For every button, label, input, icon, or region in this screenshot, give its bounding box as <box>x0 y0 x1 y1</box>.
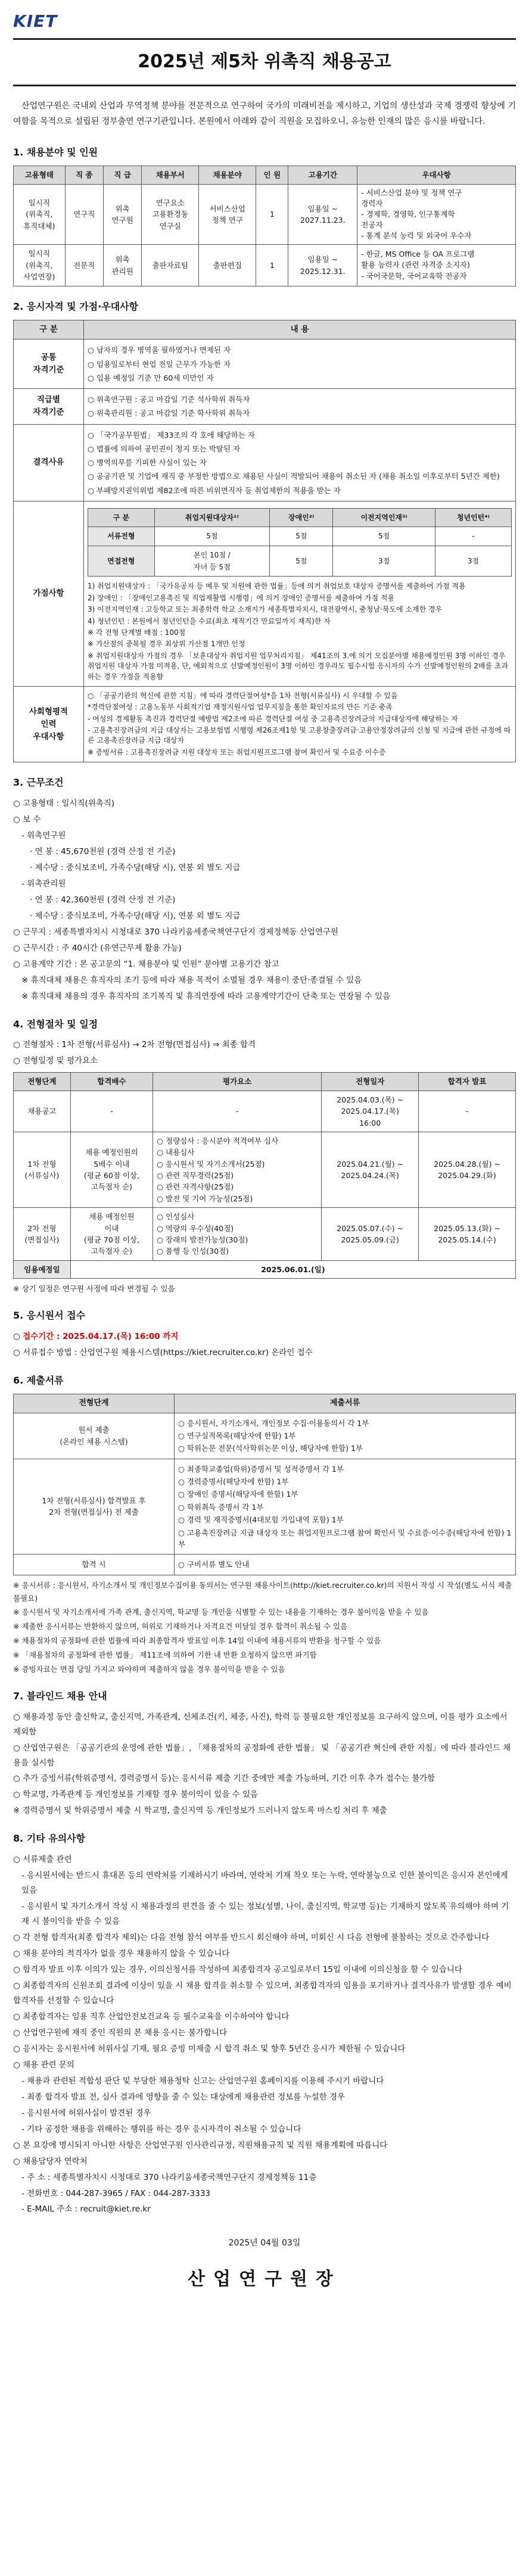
list-item: - 여성의 경제활동 촉진과 경력단절 예방법 제2조에 따른 경력단절 여성 중 고용촉진장려금의 지급대상자에 해당하는 자 <box>88 714 458 723</box>
list-item: ○ 남자의 경우 병역을 필하였거나 면제된 자 <box>88 345 231 355</box>
note-item: - 전화번호 : 044-287-3965 / FAX : 044-287-3333 <box>21 2188 210 2198</box>
bonus-header: 구 분 <box>88 508 155 527</box>
section-3-heading: 3. 근무조건 <box>13 777 64 789</box>
condition-item: - 위촉관리원 <box>21 879 66 889</box>
note-item: ○ 산업연구원에 재직 중인 직원의 본 채용 응시는 불가합니다 <box>13 2027 228 2038</box>
condition-item: ○ 고용형태 : 일시직(위촉직) <box>13 799 115 809</box>
table-header: 우대사항 <box>357 166 516 184</box>
cell-docs <box>175 1459 516 1555</box>
schedule-header: 전형단계 <box>14 1073 71 1091</box>
schedule-table <box>13 1072 516 1279</box>
blind-item: ○ 추가 증빙서류(학위증명서, 경력증명서 등)는 응시서류 제출 기간 중에만 제출 가능하며, 기간 이후 추가 접수는 불가함 <box>13 1774 435 1784</box>
list-item: ○ 「국가공무원법」 제33조의 각 호에 해당하는 자 <box>88 430 255 440</box>
note-item: - 응시원서 및 자기소개서 작성 시 채용과정의 편견을 줄 수 있는 정보(성별, 나이, 출신지역, 학교명 등)는 기재하지 않도록 유의해야 하며 기재 시 불이익을 받을 수 있음 <box>21 1902 509 1927</box>
bonus-cell: 5점 <box>270 546 333 577</box>
cell-period: 임용일 ~ 2025.12.31. <box>288 245 357 286</box>
schedule-header: 전형일자 <box>322 1073 419 1091</box>
list-item: ○ 부패방지권익위법 제82조에 따른 비위면직자 등 취업제한의 적용을 받는 자 <box>88 485 341 495</box>
bonus-row <box>88 546 512 577</box>
appoint-label: 임용예정일 <box>14 1260 71 1278</box>
cell-field: 서비스산업 정책 연구 <box>199 184 256 245</box>
cell-grade: 위촉 관리원 <box>103 245 141 286</box>
cell-docs <box>175 1413 516 1459</box>
cell-pref: - 한글, MS Office 등 OA 프로그램 활용 능력자 (관련 자격증 소지자) - 국어국문학, 국어교육학 전공자 <box>357 245 516 286</box>
docs-header: 전형단계 <box>14 1394 175 1413</box>
bonus-cell: 5점 <box>333 527 435 546</box>
section-4-heading: 4. 전형절차 및 일정 <box>13 1018 98 1030</box>
note-item: 3) 이전지역인재 : 고등학교 또는 최종학력 학교 소재지가 세종특별자치시, 대전광역시, 충청남·북도에 소재한 경우 <box>88 605 443 614</box>
job-label: 직급별 자격기준 <box>14 389 84 425</box>
doc-item: ○ 구비서류 별도 안내 <box>178 1560 250 1569</box>
application-method: ○ 서류접수 방법 : 산업연구원 채용시스템(https://kiet.recruiter.co.kr) 온라인 접수 <box>13 1347 313 1357</box>
note-item: - E-MAIL 주소 : recruit@kiet.re.kr <box>21 2204 151 2214</box>
bonus-label: 가점사항 <box>14 501 84 686</box>
condition-item: ○ 근무지 : 세종특별자치시 시청대로 370 나라키움세종국책연구단지 경제정책동 산업연구원 <box>13 927 338 937</box>
work-conditions <box>13 796 516 1004</box>
list-item: ○ 위촉연구원 : 공고 마감일 기준 석사학위 취득자 <box>88 395 250 404</box>
bonus-header: 이전지역인재³⁾ <box>333 508 435 527</box>
doc-item: ○ 응시원서, 자기소개서, 개인정보 수집·이용동의서 각 1부 <box>178 1418 369 1428</box>
doc-item: ○ 장애인 증명서(해당자에 한함) 1부 <box>178 1490 298 1499</box>
qualification-table <box>13 320 516 762</box>
bonus-cell: 3점 <box>435 546 511 577</box>
condition-item: · 제수당 : 중식보조비, 가족수당(해당 시), 연봉 외 별도 지급 <box>30 911 241 921</box>
section-6-heading: 6. 제출서류 <box>13 1374 64 1386</box>
blind-recruitment <box>13 1710 516 1819</box>
signature: 산업연구원장 <box>188 2269 341 2290</box>
cell-stage: 1차 전형(서류심사) 합격발표 후 2차 전형(면접심사) 전 제출 <box>14 1459 175 1555</box>
note-item: ○ 채용 분야의 적격자가 없을 경우 채용하지 않을 수 있습니다 <box>13 1948 230 1958</box>
list-item: ※ 증빙서류 : 고용촉진장려금 지원 대상자 또는 취업지원프로그램 참여 확인서 및 수료증 이수증 <box>88 747 386 756</box>
schedule-row <box>14 1208 516 1261</box>
docs-list <box>178 1463 512 1550</box>
list-item: ○ 병역의무를 기피한 사실이 있는 자 <box>88 458 207 468</box>
cell-type: 일시직 (위촉직, 휴직대체) <box>14 184 66 245</box>
docs-row <box>14 1555 516 1575</box>
cell-num: 1 <box>256 245 288 286</box>
section-1-heading: 1. 채용분야 및 인원 <box>13 146 98 158</box>
bonus-table <box>88 508 512 577</box>
note-item: ※ 제출한 응시서류는 반환하지 않으며, 허위로 기재하거나 자격요건 미달일 경우 합격이 취소될 수 있음 <box>13 1622 348 1631</box>
documents-table <box>13 1394 516 1575</box>
list-item: - 고용촉진장려금의 지급 대상자는 고용보험법 시행령 제26조제1항 및 고용창출장려금·고용안정장려금의 신청 및 지급에 관한 규정에 따른 고용촉진장려금 지급 대상자 <box>88 726 511 745</box>
other-notes <box>13 1852 516 2217</box>
pref-label: 사회형평적 인력 우대사항 <box>14 686 84 762</box>
note-item: ○ 합격자 발표 이후 이의가 있는 경우, 이의신청서를 작성하여 최종합격자 공고일로부터 15일 이내에 이의신청을 할 수 있습니다 <box>13 1964 462 1974</box>
bonus-row <box>88 527 512 546</box>
note-item: ※ 취업지원대상자 가점의 경우 「보훈대상자 취업지원 업무처리지침」 제41조의 3.에 의거 모집분야별 채용예정인원 3명 이하인 경우 취업지원 대상자 가점 미적용, 단, 예외적으로 선발예정인원이 3명 이하인 경우라도 필수시험 응시자의 수가 선발예정인원의 2배를 초과하는 경우 가점을 적용함 <box>88 651 509 681</box>
section-7-heading: 7. 블라인드 채용 안내 <box>13 1690 107 1702</box>
cell-stage: 채용공고 <box>14 1091 71 1132</box>
procedure-line: ○ 전형절차 : 1차 전형(서류심사) → 2차 전형(면접심사) ⇒ 최종 합격 <box>13 1040 256 1050</box>
doc-item: ○ 고용촉진장려금 지급 대상자 또는 취업지원프로그램 참여 확인서 및 수료증·이수증(해당자에 한함) 1부 <box>178 1528 512 1549</box>
bonus-cell: 5점 <box>270 527 333 546</box>
blind-item: ○ 학교명, 가족관계 등 개인정보를 기재할 경우 불이익이 있을 수 있음 <box>13 1790 259 1800</box>
cell-type: 일시직 (위촉직, 사업연장) <box>14 245 66 286</box>
note-item: ※ 각 전형 단계별 배점 : 100점 <box>88 628 186 637</box>
schedule-header: 평가요소 <box>153 1073 322 1091</box>
condition-item: ※ 휴직대체 채용의 경우 휴직자의 조기복직 및 휴직연장에 따라 고용계약기간이 단축 또는 연장될 수 있음 <box>21 991 391 1001</box>
note-item: - 응시원서에는 반드시 휴대폰 등의 연락처를 기재하시기 바라며, 연락처 기재 착오 또는 누락, 연락불능으로 인한 불이익은 응시자 본인에게 있음 <box>21 1871 508 1896</box>
condition-item: ○ 보 수 <box>13 815 41 825</box>
cell-num: 1 <box>256 184 288 245</box>
list-item: ○ 법률에 의하여 공민권이 정지 또는 박탈된 자 <box>88 444 241 453</box>
note-item: - 주 소 : 세종특별자치시 시청대로 370 나라키움세종국책연구단지 경제정책동 11층 <box>21 2172 317 2182</box>
job-criteria <box>84 389 516 425</box>
section-5-heading: 5. 응시원서 접수 <box>13 1309 86 1321</box>
social-preference <box>84 686 516 762</box>
procedure-lines <box>13 1038 516 1069</box>
appoint-date: 2025.06.01.(일) <box>70 1260 515 1278</box>
note-item: ※ 가산점의 중복될 경우 최상위 가산점 1개만 인정 <box>88 640 245 649</box>
table-header: 고용기간 <box>288 166 357 184</box>
bonus-cell: 본인 10점 / 자녀 등 5점 <box>154 546 269 577</box>
table-header: 채용분야 <box>199 166 256 184</box>
list-item: ○ 임용일로부터 현업 전일 근무가 가능한 자 <box>88 359 231 369</box>
bonus-cell: - <box>435 527 511 546</box>
note-item: - 응시원서에 허위사실이 발견된 경우 <box>21 2108 151 2118</box>
doc-item: ○ 학위논문 전문(석사학위논문 이상, 해당자에 한함) 1부 <box>178 1444 363 1453</box>
bonus-label: 면접전형 <box>88 546 155 577</box>
page-title: 2025년 제5차 위촉직 채용공고 <box>13 38 516 86</box>
schedule-header: 합격자 발표 <box>419 1073 516 1091</box>
cell-announce: 2025.04.28.(월) ~ 2025.04.29.(화) <box>419 1132 516 1207</box>
note-item: ※ 증빙자료는 면접 당일 가지고 와야하며 제출하지 않을 경우 불이익을 받을 수 있음 <box>13 1664 285 1674</box>
table-header: 채용부서 <box>142 166 199 184</box>
cell-stage: 1차 전형 (서류심사) <box>14 1132 71 1207</box>
intro-paragraph: 산업연구원은 국내외 산업과 무역정책 분야를 전문적으로 연구하여 국가의 미래비전을 제시하고, 기업의 생산성과 국제 경쟁력 향상에 기여함을 목적으로 설립된 정부출연 연구기관입니다. 본원에서 아래와 같이 직원을 모집하오니, 유능한 인재의 많은 응시를 바랍니다. <box>13 101 516 127</box>
condition-item: - 위촉연구원 <box>21 830 66 840</box>
documents-notes <box>13 1579 516 1676</box>
table-header: 인 원 <box>256 166 288 184</box>
kiet-logo: KIET <box>13 11 58 32</box>
note-item: ○ 서류제출 관련 <box>13 1855 72 1865</box>
doc-item: ○ 연구실적목록(해당자에 한함) 1부 <box>178 1431 296 1440</box>
common-criteria <box>84 339 516 389</box>
docs-row <box>14 1413 516 1459</box>
condition-item: ○ 근무시간 : 주 40시간 (유연근무제 활용 가능) <box>13 943 182 953</box>
table-row <box>14 184 516 245</box>
section-2-heading: 2. 응시자격 및 가점·우대사항 <box>13 300 139 312</box>
note-item: 1) 취업지원대상자 : 「국가유공자 등 예우 및 지원에 관한 법률」등에 의거 취업보호 대상자 증명서를 제출하여 가점 적용 <box>88 582 466 591</box>
bonus-header: 취업지원대상자¹⁾ <box>154 508 269 527</box>
note-item: ○ 본 요강에 명시되지 아니한 사항은 산업연구원 인사관리규정, 직원채용규칙 및 직원 채용계획에 따릅니다 <box>13 2140 388 2150</box>
list-item: ○ 공공기관 및 기업에 재직 중 부정한 방법으로 채용된 사실이 적발되어 채용이 취소된 자 (채용 취소일 이후로부터 5년간 제한) <box>88 472 500 481</box>
col-content: 내 용 <box>84 320 516 339</box>
disqualifications <box>84 424 516 501</box>
cell-stage: 합격 시 <box>14 1555 175 1575</box>
cell-dept: 출판자료팀 <box>142 245 199 286</box>
condition-item: ※ 휴직대체 채용은 휴직자의 조기 등에 따라 채용 목적이 소멸될 경우 채용이 중단·종결될 수 있음 <box>21 975 362 985</box>
bonus-label: 서류전형 <box>88 527 155 546</box>
cell-mult: 채용 예정인원 이내 (평균 70점 이상, 고득점자 순) <box>70 1208 153 1261</box>
note-item: ○ 채용 관련 문의 <box>13 2060 74 2070</box>
docs-list <box>178 1559 512 1570</box>
schedule-note: ※ 상기 일정은 연구원 사정에 따라 변경될 수 있음 <box>13 1284 175 1293</box>
cell-stage: 원서 제출 (온라인 채용 시스템) <box>14 1413 175 1459</box>
cell-field: 출판편집 <box>199 245 256 286</box>
list-item: ○ 위촉관리원 : 공고 마감일 기준 학사학위 취득자 <box>88 409 250 418</box>
schedule-row <box>14 1091 516 1132</box>
cell-docs <box>175 1555 516 1575</box>
note-item: - 기타 공정한 채용을 위해하는 행위를 하는 경우 응시자격이 취소될 수 있습니다 <box>21 2124 301 2134</box>
disq-label: 결격사유 <box>14 424 84 501</box>
section-8-heading: 8. 기타 유의사항 <box>13 1833 86 1845</box>
cell-eval: ○ 인성심사 ○ 역량의 우수성(40점) ○ 장래의 발전가능성(30점) ○ 품행 등 인성(30점) <box>153 1208 322 1261</box>
application-period: ○ 접수기간 : 2025.04.17.(목) 16:00 까지 <box>13 1331 179 1341</box>
doc-item: ○ 학위취득 증명서 각 1부 <box>178 1502 264 1512</box>
cell-job: 연구직 <box>65 184 103 245</box>
condition-item: · 연 봉 : 42,360천원 (경력 산정 전 기준) <box>30 895 176 905</box>
blind-item: ※ 경력증명서 및 학위증명서 제출 시 학교명, 출신지역 등 개인정보가 드러나지 않도록 마스킹 처리 후 제출 <box>13 1806 387 1816</box>
bonus-cell: 5점 <box>154 527 269 546</box>
note-item: ※ 채용절차의 공정화에 관한 법률에 따라 최종합격자 발표일 이후 14일 이내에 채용서류의 반환을 청구할 수 있음 <box>13 1636 381 1646</box>
note-item: - 채용과 관련된 적합성 판단 및 부당한 채용청탁 신고는 산업연구원 홈페이지를 이용해 주시기 바랍니다 <box>21 2076 384 2086</box>
schedule-row <box>14 1132 516 1207</box>
application-info <box>13 1329 516 1360</box>
cell-job: 전문직 <box>65 245 103 286</box>
table-header: 직 급 <box>103 166 141 184</box>
recruitment-table <box>13 166 516 286</box>
cell-eval: - <box>153 1091 322 1132</box>
list-item: *경력단절여성 : 고용노동부 사회적기업 재정지원사업 업무지침을 통한 확인자료의 만든 기준 충족 <box>88 703 393 712</box>
condition-item: ○ 고용계약 기간 : 본 공고문의 “1. 채용분야 및 인원” 분야별 고용기간 참고 <box>13 959 279 969</box>
notice-date: 2025년 04월 03일 <box>228 2238 301 2248</box>
list-item: ○ 임용 예정일 기준 만 60세 미만인 자 <box>88 373 214 382</box>
note-item: ※ 응시서류 : 응시원서, 자기소개서 및 개인정보수집이용 동의서는 연구원 채용사이트(http://kiet.recruiter.co.kr)의 지원서 작성 시 작성(별도 서식 제출 불필요) <box>13 1580 512 1603</box>
procedure-line: ○ 전형일정 및 평가요소 <box>13 1056 98 1066</box>
note-item: ○ 응시자는 응시원서에 허위사실 기재, 필요 증빙 미제출 시 합격 취소 및 향후 5년간 응시가 제한될 수 있습니다 <box>13 2044 406 2054</box>
schedule-header: 합격배수 <box>70 1073 153 1091</box>
note-item: ○ 각 전형 합격자(최종 합격자 제외)는 다음 전형 참석 여부를 반드시 회신해야 하며, 미회신 시 다음 전형에 불참하는 것으로 간주합니다 <box>13 1933 490 1943</box>
bonus-header: 장애인²⁾ <box>270 508 333 527</box>
doc-item: ○ 최종학교졸업(학위)증명서 및 성적증명서 각 1부 <box>178 1464 344 1474</box>
bonus-points <box>84 501 516 686</box>
note-item: - 최종 합격자 발표 전, 심사 결과에 영향을 줄 수 있는 대상에게 채용관련 정보를 누설한 경우 <box>21 2092 346 2102</box>
table-header: 직 종 <box>65 166 103 184</box>
note-item: ※ 「채용절차의 공정화에 관한 법률」 제11조에 의하여 기한 내 반환 요청하지 않으면 파기함 <box>13 1650 317 1660</box>
note-item: 2) 장애인 : 「장애인고용촉진 및 직업재활법 시행령」에 의거 장애인 증명서를 제출하여 가점 적용 <box>88 593 395 602</box>
bonus-header: 청년인턴⁴⁾ <box>435 508 511 527</box>
common-label: 공통 자격기준 <box>14 339 84 389</box>
cell-grade: 위촉 연구원 <box>103 184 141 245</box>
note-item: ○ 채용담당자 연락처 <box>13 2156 88 2166</box>
cell-period: 임용일 ~ 2027.11.23. <box>288 184 357 245</box>
docs-header: 제출서류 <box>175 1394 516 1413</box>
doc-item: ○ 경력증명서(해당자에 한함) 1부 <box>178 1477 289 1487</box>
logo-row <box>13 7 516 36</box>
blind-item: ○ 채용과정 동안 출신학교, 출신지역, 가족관계, 신체조건(키, 체중, 사진), 학력 등 불필요한 개인정보를 요구하지 않으며, 이를 평가 요소에서 제외함 <box>13 1712 508 1737</box>
note-item: ○ 최종합격자의 신원조회 결과에 이상이 있을 시 채용 합격을 취소할 수 있으며, 최종합격자의 임용을 포기하거나 결격사유가 발생할 경우 예비합격자를 선정할 수 있습니다 <box>13 1980 512 2005</box>
table-header: 고용형태 <box>14 166 66 184</box>
note-item: 4) 청년인턴 : 본원에서 청년인턴을 수료(최초 재직기간 만료일까지 재직)한 자 <box>88 616 331 625</box>
col-type: 구 분 <box>14 320 84 339</box>
cell-pref: - 서비스산업 분야 및 정책 연구 경력자 - 경제학, 경영학, 인구통계학 전공자 - 통계 분석 능력 및 외국어 우수자 <box>357 184 516 245</box>
cell-announce: - <box>419 1091 516 1132</box>
note-item: ○ 최종합격자는 임용 직후 산업안전보건교육 등 필수교육을 이수하여야 합니다 <box>13 2011 290 2021</box>
doc-item: ○ 경력 및 재직증명서(4대보험 가입내역 포함) 1부 <box>178 1515 344 1525</box>
condition-item: · 연 봉 : 45,670천원 (경력 산정 전 기준) <box>30 846 176 856</box>
table-row <box>14 245 516 286</box>
list-item: ○ 「공공기관의 혁신에 관한 지침」에 따라 경력단절여성*을 1차 전형(서류심사) 시 우대할 수 있음 <box>88 691 398 700</box>
condition-item: · 제수당 : 중식보조비, 가족수당(해당 시), 연봉 외 별도 지급 <box>30 862 241 873</box>
cell-mult: - <box>70 1091 153 1132</box>
cell-date: 2025.05.07.(수) ~ 2025.05.09.(금) <box>322 1208 419 1261</box>
bonus-cell: 3점 <box>333 546 435 577</box>
docs-row <box>14 1459 516 1555</box>
cell-announce: 2025.05.13.(화) ~ 2025.05.14.(수) <box>419 1208 516 1261</box>
docs-list <box>178 1418 512 1454</box>
cell-date: 2025.04.21.(월) ~ 2025.04.24.(목) <box>322 1132 419 1207</box>
cell-dept: 연구요소 고용환경동 연구실 <box>142 184 199 245</box>
blind-item: ○ 산업연구원은 「공공기관의 운영에 관한 법률」, 「채용절차의 공정화에 관한 법률」 및 「공공기관 혁신에 관한 지침」에 따라 블라인드 채용을 실시함 <box>13 1743 511 1768</box>
cell-stage: 2차 전형 (면접심사) <box>14 1208 71 1261</box>
note-item: ※ 응시원서 및 자기소개서에 가족 관계, 출신지역, 학교명 등 개인을 식별할 수 있는 내용을 기재하는 경우 불이익을 받을 수 있음 <box>13 1608 429 1617</box>
cell-eval: ○ 정량심사 : 응시분야 적격여부 심사 ○ 내용심사 ○ 응시원서 및 자기소개서(25점) ○ 관련 직무경력(25점) ○ 관련 자격사항(25점) ○ 발전 및 기여 가능성(25점) <box>153 1132 322 1207</box>
cell-date: 2025.04.03.(목) ~ 2025.04.17.(목) 16:00 <box>322 1091 419 1132</box>
cell-mult: 채용 예정인원의 5배수 이내 (평균 60점 이상, 고득점자 순) <box>70 1132 153 1207</box>
